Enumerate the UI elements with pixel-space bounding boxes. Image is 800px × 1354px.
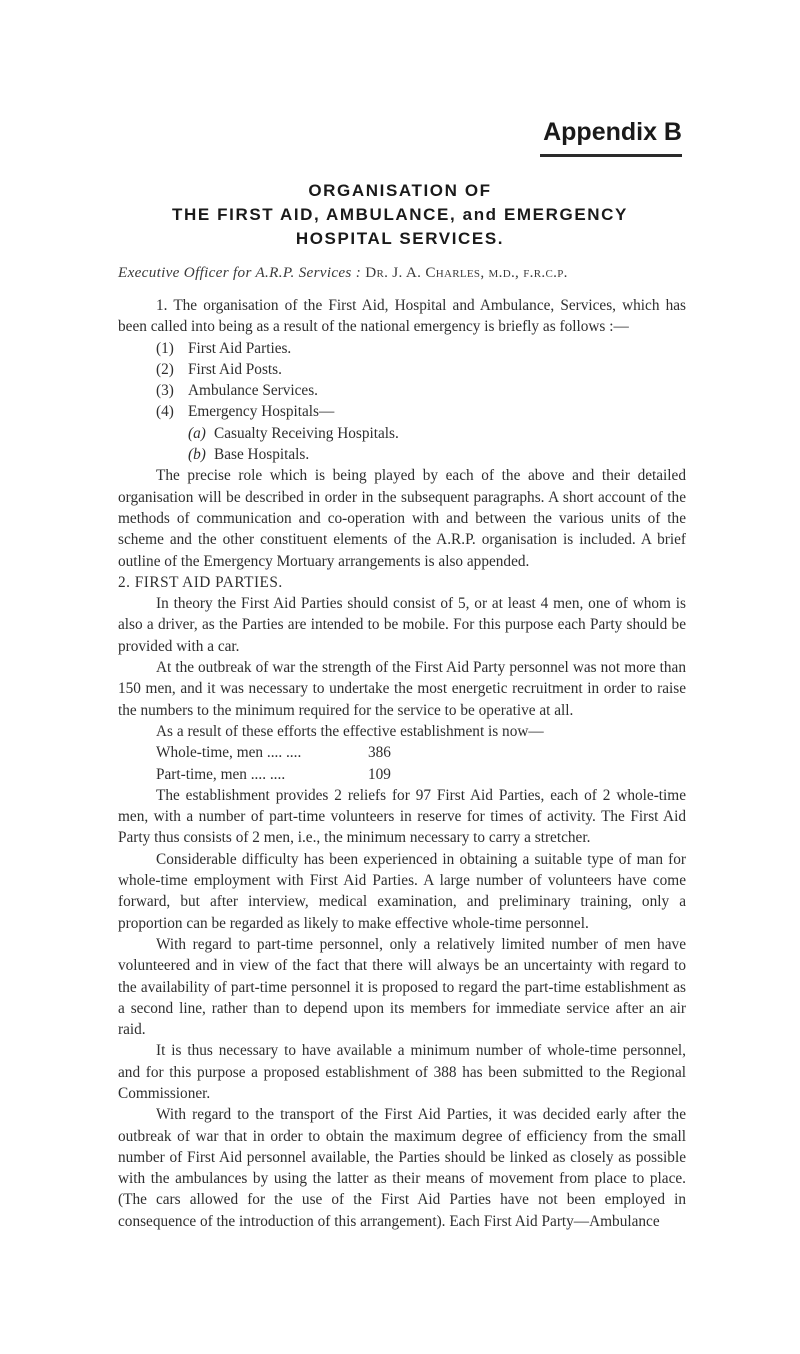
stat-value: 386 <box>368 744 391 762</box>
list-item-number: (3) <box>156 382 174 400</box>
paragraph: With regard to part-time personnel, only a relatively limited number of men have volunteered and in view of the fact that there will always be an uncertainty with regard to the availability of part-time personnel it is proposed to regard the part-time establishment as a second line, rather than to depend upon its members for immediate service after an air raid. <box>118 935 686 1039</box>
hospital-sublist <box>188 423 686 466</box>
stat-value: 109 <box>368 765 391 783</box>
title-line-3: HOSPITAL SERVICES. <box>295 229 505 248</box>
list-item-number: (2) <box>156 360 174 378</box>
list-item-text: First Aid Parties. <box>188 339 292 357</box>
services-list <box>156 338 686 466</box>
sublist-item <box>188 423 686 444</box>
sublist-item-letter: (b) <box>188 446 206 464</box>
paragraph: With regard to the transport of the First Aid Parties, it was decided early after the outbreak of war that in order to obtain the maximum degree of efficiency from the small number of First Aid personnel available, the Parties should be linked as closely as possible with the ambulances by using the latter as their means of movement from place to place. (The cars allowed for the use of the First Aid Parties have not been employed in consequence of the introduction of this arrangement). Each First Aid Party—Ambulance <box>118 1106 686 1230</box>
list-item <box>156 401 686 422</box>
paragraph: In theory the First Aid Parties should consist of 5, or at least 4 men, one of whom is also a driver, as the Parties are intended to be mobile. For this purpose each Party should be provided with a car. <box>118 595 686 655</box>
paragraph: Considerable difficulty has been experienced in obtaining a suitable type of man for whole-time employment with First Aid Parties. A large number of volunteers have come forward, but after interview, medical examination, and preliminary training, only a proportion can be regarded as likely to make effective whole-time personnel. <box>118 850 686 932</box>
list-item-text: First Aid Posts. <box>188 360 282 378</box>
stat-row <box>156 764 686 785</box>
paragraph: It is thus necessary to have available a minimum number of whole-time personnel, and for this purpose a proposed establishment of 388 has been submitted to the Regional Commissioner. <box>118 1042 686 1102</box>
paragraph: The establishment provides 2 reliefs for 97 First Aid Parties, each of 2 whole-time men, with a number of part-time volunteers in reserve for times of activity. The First Aid Party thus consists of 2 men, i.e., the minimum necessary to carry a stretcher. <box>118 786 686 847</box>
list-item <box>156 380 686 401</box>
document-body <box>118 295 686 1232</box>
sublist-item <box>188 444 686 465</box>
sublist-item-text: Base Hospitals. <box>214 446 310 464</box>
list-item <box>156 359 686 380</box>
executive-officer-line <box>118 264 568 282</box>
section-1-intro: 1. The organisation of the First Aid, Hospital and Ambulance, Services, which has been called into being as a result of the national emergency is briefly as follows :— <box>118 297 686 336</box>
paragraph: At the outbreak of war the strength of the First Aid Party personnel was not more than 150 men, and it was necessary to undertake the most energetic recruitment in order to raise the numbers to the minimum required for the service to be operative at all. <box>118 659 686 719</box>
section-2-heading: 2. FIRST AID PARTIES. <box>118 573 283 591</box>
section-1-closing: The precise role which is being played by each of the above and their detailed organisation will be described in order in the subsequent paragraphs. A short account of the methods of communication and co-operation with and between the various units of the scheme and the other constituent elements of the A.R.P. organisation is included. A brief outline of the Emergency Mortuary arrangements is also appended. <box>118 467 686 570</box>
title-line-1: ORGANISATION OF <box>308 181 492 200</box>
list-item-text: Emergency Hospitals— <box>188 403 335 421</box>
list-item <box>156 338 686 359</box>
appendix-label: Appendix B <box>543 118 682 146</box>
establishment-stats <box>118 742 686 785</box>
list-item-number: (4) <box>156 403 174 421</box>
sublist-item-text: Casualty Receiving Hospitals. <box>214 424 399 442</box>
title-line-2: THE FIRST AID, AMBULANCE, and EMERGENCY <box>172 205 628 224</box>
stat-label: Whole-time, men .... .... <box>156 744 302 762</box>
paragraph: As a result of these efforts the effective establishment is now— <box>156 722 544 740</box>
appendix-underline <box>540 154 682 157</box>
list-item-text: Ambulance Services. <box>188 382 318 400</box>
stat-label: Part-time, men .... .... <box>156 765 286 783</box>
officer-name: Dr. J. A. Charles, m.d., f.r.c.p. <box>365 264 568 281</box>
sublist-item-letter: (a) <box>188 424 206 442</box>
list-item-number: (1) <box>156 339 174 357</box>
officer-role: Executive Officer for A.R.P. Services : <box>118 264 362 281</box>
stat-row <box>156 742 686 763</box>
